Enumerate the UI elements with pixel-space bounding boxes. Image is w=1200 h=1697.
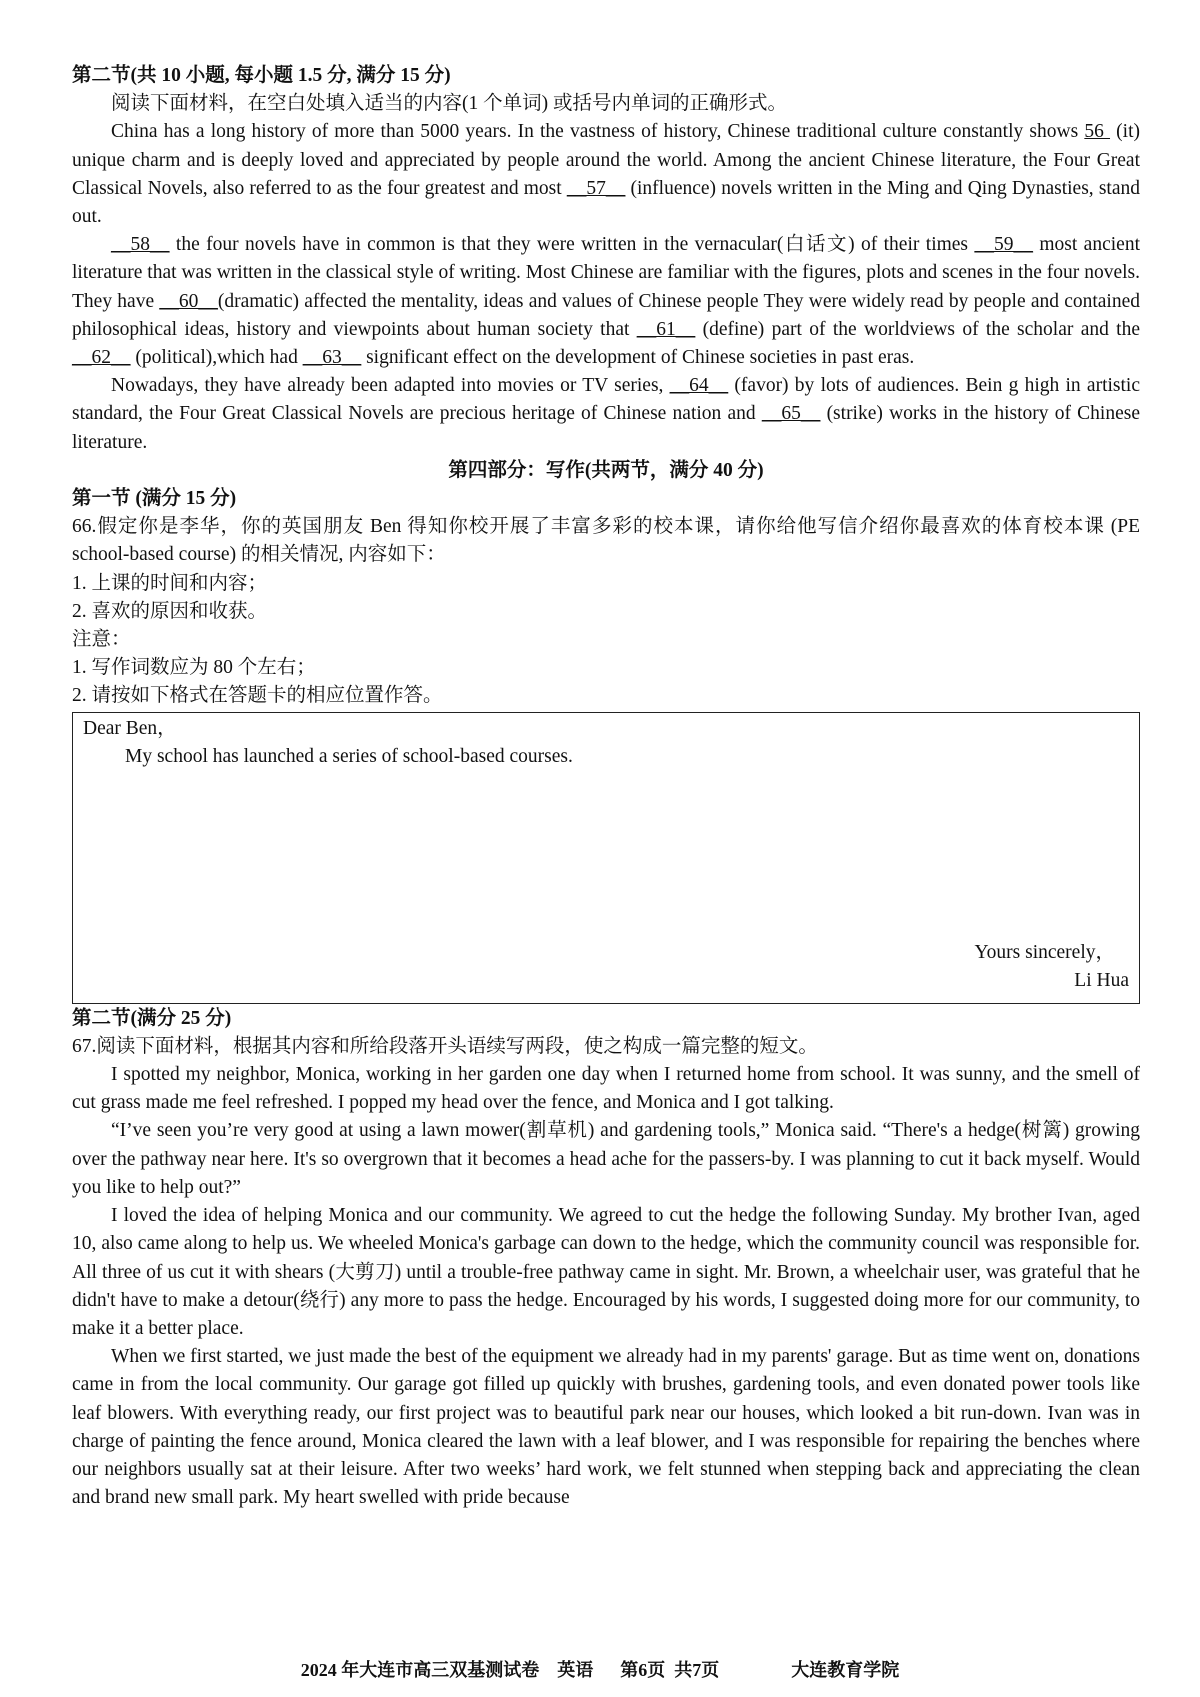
passage-paragraph-2	[72, 231, 1140, 372]
question-66-item-1: 1. 上课的时间和内容；	[72, 572, 268, 594]
letter-greeting: Dear Ben，	[83, 717, 177, 739]
note-1: 1. 写作词数应为 80 个左右；	[72, 657, 316, 679]
blank-65: __65__	[761, 403, 821, 425]
question-66: 66.假定你是李华，你的英国朋友 Ben 得知你校开展了丰富多彩的校本课，请你给他写信介绍你最喜欢的体育校本课 (PE school-based course) 的相关情况, 内容如下：	[72, 516, 1140, 566]
blank-58: __58__	[111, 234, 170, 256]
story-paragraph-3: I loved the idea of helping Monica and our community. We agreed to cut the hedge the following Sunday. My brother Ivan, aged 10, also came along to help us. We wheeled Monica's garbage can down to the hedge, which the community council was responsible for. All three of us cut it with shears (大剪刀) until a trouble-free pathway came in sight. Mr. Brown, a wheelchair user, was grateful that he didn't have to make a detour(绕行) any more to pass the hedge. Encouraged by his words, I suggested doing more for our community, to make it a better place.	[72, 1205, 1140, 1339]
page-footer: 2024 年大连市高三双基测试卷 英语 第6页 共7页 大连教育学院	[300, 1660, 900, 1680]
blank-61: __61__	[636, 318, 696, 340]
part4-title: 第四部分：写作(共两节，满分 40 分)	[448, 459, 764, 481]
letter-answer-box	[72, 712, 1140, 1004]
blank-63: __63__	[302, 347, 362, 369]
note-label: 注意：	[72, 629, 131, 651]
letter-opening: My school has launched a series of school-based courses.	[125, 745, 573, 767]
blank-60: __60__	[159, 290, 218, 312]
writing-section1-title: 第一节 (满分 15 分)	[72, 488, 237, 510]
note-2: 2. 请按如下格式在答题卡的相应位置作答。	[72, 685, 443, 707]
story-paragraph-1: I spotted my neighbor, Monica, working in her garden one day when I returned home from school. It was sunny, and the smell of cut grass made me feel refreshed. I popped my head over the fence, and Monica and I got talking.	[72, 1064, 1140, 1114]
letter-closing: Yours sincerely，	[974, 941, 1115, 963]
question-66-item-2: 2. 喜欢的原因和收获。	[72, 600, 268, 622]
text-run: (dramatic) affected the mentality, ideas and values of Chinese people They were widely read by people and contained philosophical ideas, history and viewpoints about human society that	[72, 290, 1140, 340]
letter-signature: Li Hua	[1074, 969, 1129, 991]
text-run: (it) unique charm and is deeply loved and appreciated by people around the world. Among the ancient Chinese literature, the Four Great Classical Novels, also referred to as the four greatest and most	[72, 121, 1141, 199]
section2-instruction: 阅读下面材料，在空白处填入适当的内容(1 个单词) 或括号内单词的正确形式。	[111, 93, 787, 115]
text-run: China has a long history of more than 5000 years. In the vastness of history, Chinese traditional culture constantly shows	[111, 121, 1085, 143]
text-run: (political),which had	[130, 347, 303, 369]
blank-59: __59__	[974, 234, 1033, 256]
text-run: (strike) works in the history of Chinese literature.	[72, 403, 1141, 453]
text-run: significant effect on the development of Chinese societies in past eras.	[361, 347, 915, 369]
text-run: (favor) by lots of audiences. Bein g high in artistic standard, the Four Great Classical Novels are precious heritage of Chinese nation and	[72, 375, 1140, 425]
text-run: (define) part of the worldviews of the scholar and the	[695, 318, 1140, 340]
story-paragraph-2: “I’ve seen you’re very good at using a lawn mower(割草机) and gardening tools,” Monica said. “There's a hedge(树篱) growing over the pathway near here. It's so overgrown that it becomes a head ache for the passers-by. I was planning to cut it back myself. Would you like to help out?”	[72, 1120, 1140, 1198]
text-run: (influence) novels written in the Ming and Qing Dynasties, stand out.	[72, 177, 1140, 228]
blank-56: 56	[1084, 121, 1111, 143]
text-run: Nowadays, they have already been adapted into movies or TV series,	[111, 375, 670, 397]
question-67: 67.阅读下面材料，根据其内容和所给段落开头语续写两段，使之构成一篇完整的短文。	[72, 1035, 818, 1057]
passage-paragraph-1	[72, 118, 1140, 231]
text-run: the four novels have in common is that they were written in the vernacular(白话文) of their times	[169, 234, 975, 256]
blank-62: __62__	[72, 347, 131, 369]
passage-paragraph-3	[72, 372, 1140, 457]
text-run: most ancient literature that was written in the classical style of writing. Most Chinese are familiar with the figures, plots and scenes in the four novels. They have	[72, 234, 1140, 312]
blank-57: __57__	[566, 177, 626, 199]
section2-title: 第二节(共 10 小题, 每小题 1.5 分, 满分 15 分)	[72, 65, 451, 86]
story-paragraph-4: When we first started, we just made the best of the equipment we already had in my parents' garage. But as time went on, donations came in from the local community. Our garage got filled up quickly with brushes, gardening tools, and even donated power tools like leaf blowers. With everything ready, our first project was to beautiful park near our houses, which looked a bit run-down. Ivan was in charge of painting the fence around, Monica cleared the lawn with a leaf blower, and I was responsible for repairing the benches where our neighbors usually sat at their leisure. After two weeks’ hard work, we felt stunned when stepping back and appreciating the clean and brand new small park. My heart swelled with pride because	[72, 1346, 1140, 1509]
exam-page	[72, 62, 1140, 1512]
writing-section2-title: 第二节(满分 25 分)	[72, 1007, 232, 1029]
blank-64: __64__	[669, 375, 729, 397]
